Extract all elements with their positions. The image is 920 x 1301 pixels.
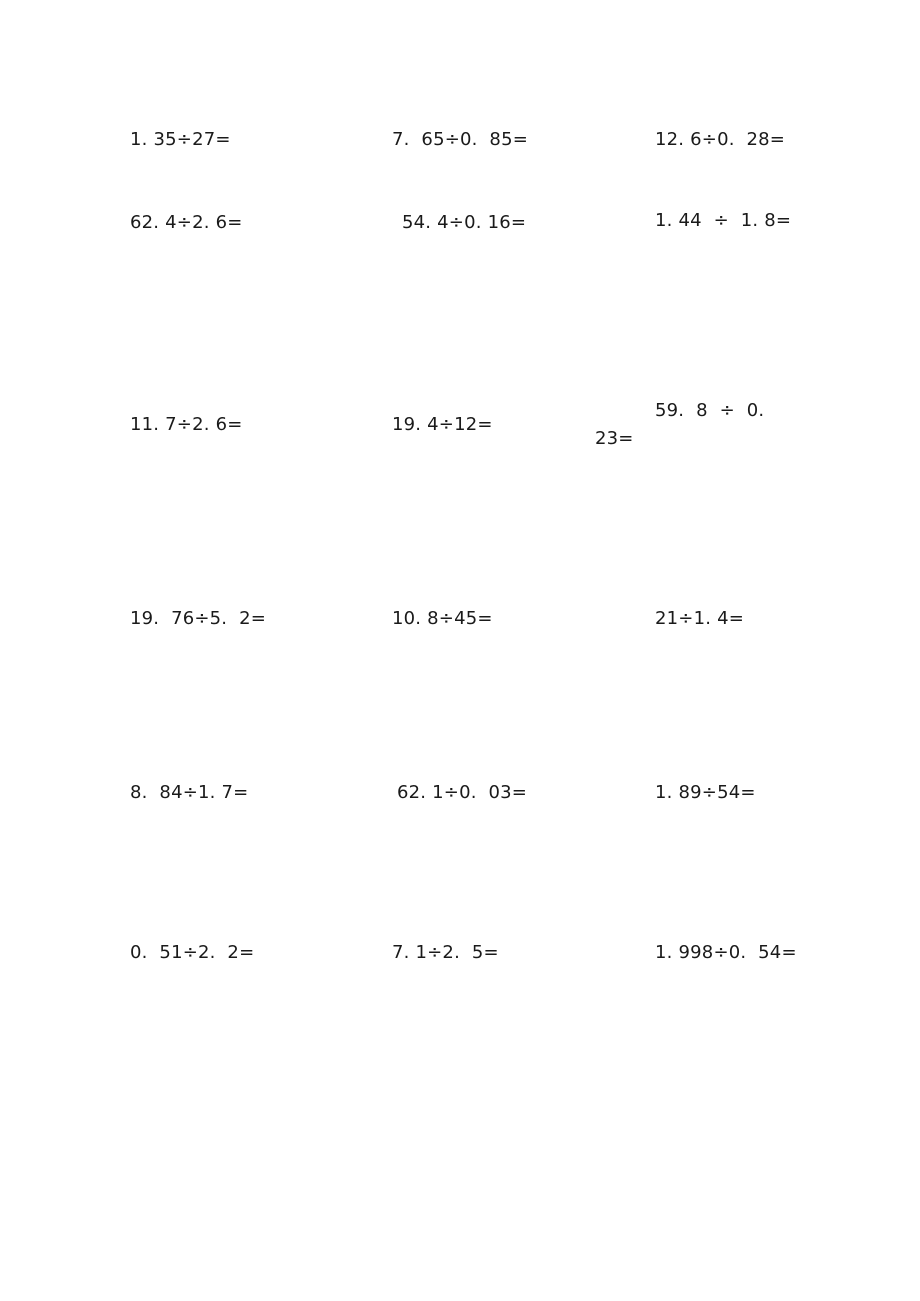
- problem-r1-c1: 1. 35÷27=: [130, 129, 231, 150]
- problem-r2-c2: 54. 4÷0. 16=: [402, 212, 527, 233]
- problem-r6-c2: 7. 1÷2. 5=: [392, 942, 499, 963]
- problem-r4-c2: 10. 8÷45=: [392, 608, 493, 629]
- problem-r5-c3: 1. 89÷54=: [655, 782, 756, 803]
- problem-r3-c1: 11. 7÷2. 6=: [130, 414, 243, 435]
- problem-r1-c3: 12. 6÷0. 28=: [655, 129, 786, 150]
- problem-r6-c3: 1. 998÷0. 54=: [655, 942, 797, 963]
- problem-r4-c1: 19. 76÷5. 2=: [130, 608, 267, 629]
- problem-r6-c1: 0. 51÷2. 2=: [130, 942, 255, 963]
- problem-r3-c2: 19. 4÷12=: [392, 414, 493, 435]
- problem-r3-c3-line2: 23=: [595, 428, 634, 449]
- problem-r2-c3: 1. 44 ÷ 1. 8=: [655, 210, 792, 231]
- problem-r4-c3: 21÷1. 4=: [655, 608, 745, 629]
- problem-r5-c1: 8. 84÷1. 7=: [130, 782, 249, 803]
- problem-r1-c2: 7. 65÷0. 85=: [392, 129, 529, 150]
- problem-r3-c3-line1: 59. 8 ÷ 0.: [655, 400, 765, 421]
- problem-r2-c1: 62. 4÷2. 6=: [130, 212, 243, 233]
- problem-r5-c2: 62. 1÷0. 03=: [397, 782, 528, 803]
